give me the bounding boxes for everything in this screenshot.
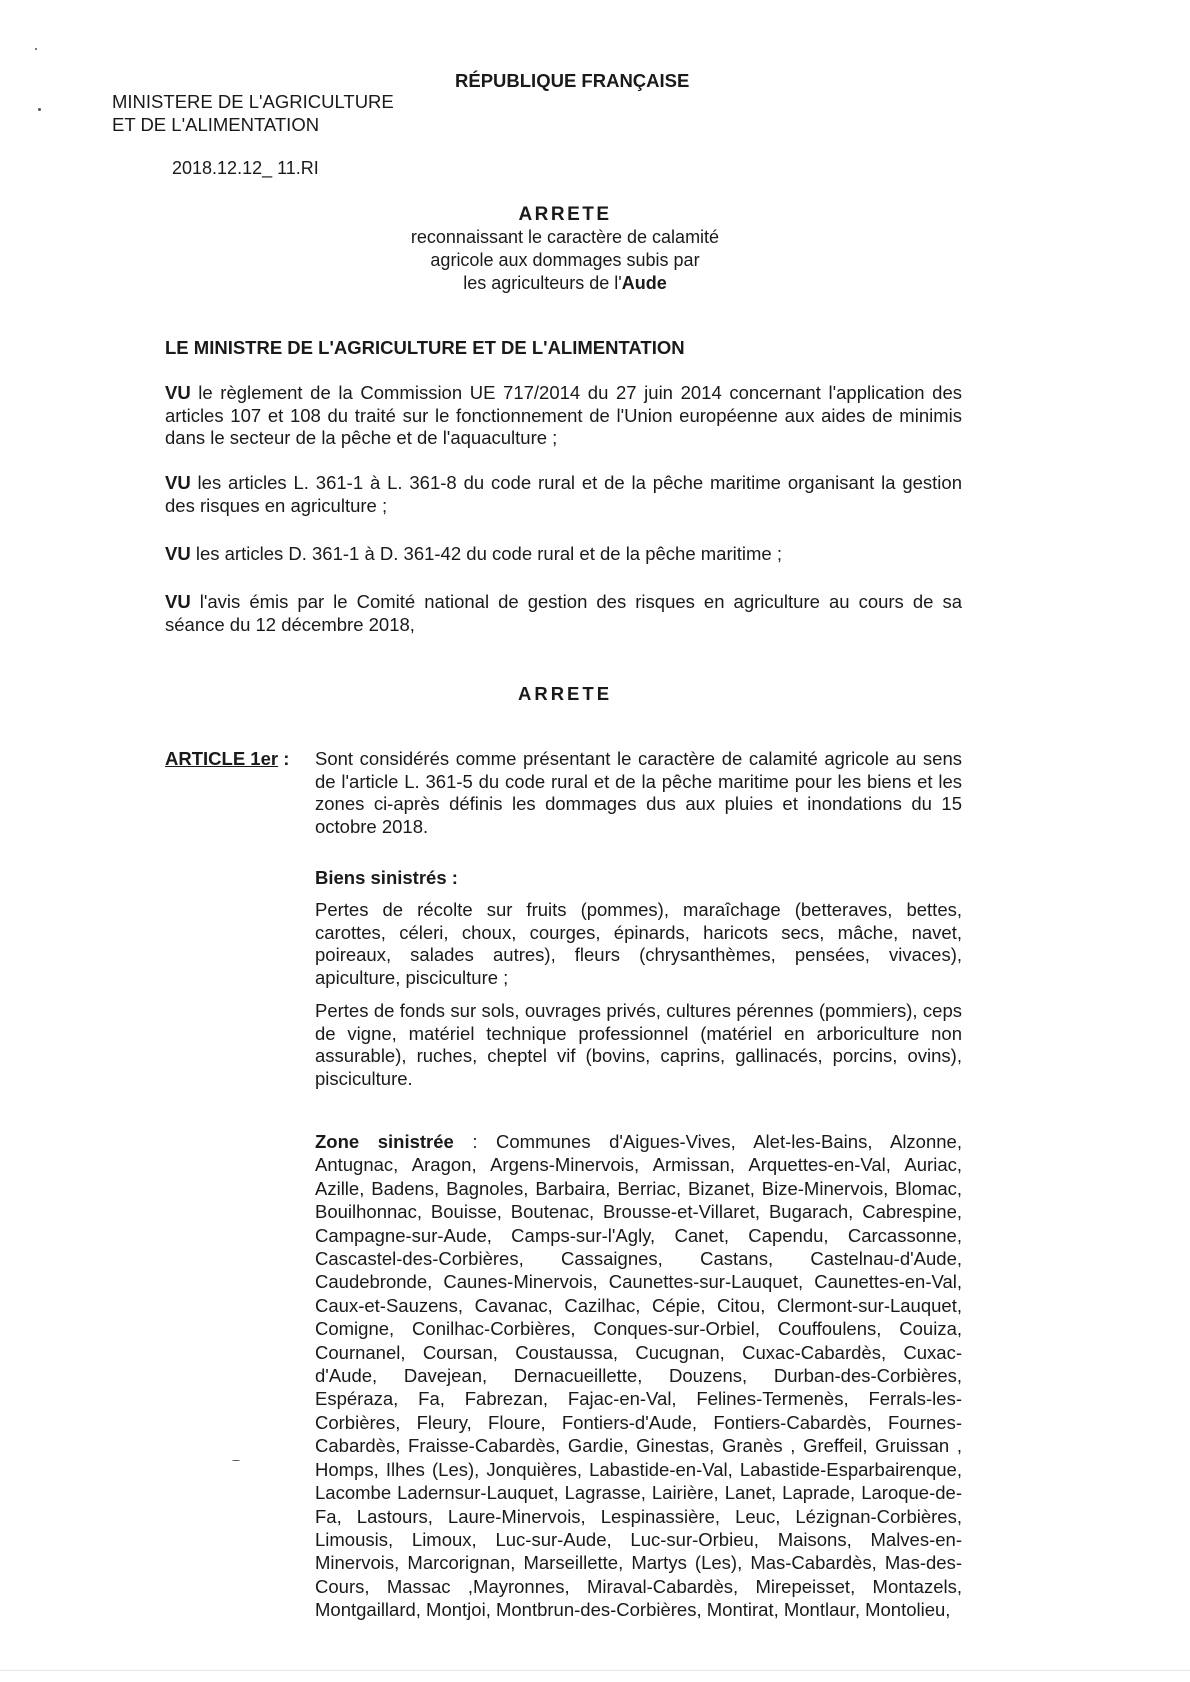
zone-communes-list: : Communes d'Aigues-Vives, Alet-les-Bains, Alzonne, Antugnac, Aragon, Argens-Minervois, Armissan, Arquettes-en-Val, Auriac, Azille, Badens, Bagnoles, Barbaira, Berriac, Bizanet, Bize-Minervois, Blomac, Bouilhonnac, Bouisse, Boutenac, Brousse-et-Villaret, Bugarach, Cabrespine, Campagne-sur-Aude, Camps-sur-l'Agly, Canet, Capendu, Carcassonne, Cascastel-des-Corbières, Cassaignes, Castans, Castelnau-d'Aude, Caudebronde, Caunes-Minervois, Caunettes-sur-Lauquet, Caunettes-en-Val, Caux-et-Sauzens, Cavanac, Cazilhac, Cépie, Citou, Clermont-sur-Lauquet, Comigne, Conilhac-Corbières, Conques-sur-Orbiel, Couffoulens, Couiza, Cournanel, Coursan, Coustaussa, Cucugnan, Cuxac-Cabardès, Cuxac-d'Aude, Davejean, Dernacueillette, Douzens, Durban-des-Corbières, Espéraza, Fa, Fabrezan, Fajac-en-Val, Felines-Termenès, Ferrals-les-Corbières, Fleury, Floure, Fontiers-d'Aude, Fontiers-Cabardès, Fournes-Cabardès, Fraisse-Cabardès, Gardie, Ginestas, Granès , Greffeil, Gruissan , Homps, Ilhes (Les), Jonquières, Labastide-en-Val, Labastide-Esparbairenque, Lacombe Ladernsur-Lauquet, Lagrasse, Lairière, Lanet, Laprade, Laroque-de-Fa, Lastours, Laure-Minervois, Lespinassière, Leuc, Lézignan-Corbières, Limousis, Limoux, Luc-sur-Aude, Luc-sur-Orbieu, Maisons, Malves-en-Minervois, Marcorignan, Marseillette, Martys (Les), Mas-Cabardès, Mas-des-Cours, Massac ,Mayronnes, Miraval-Cabardès, Mirepeisset, Montazels, Montgaillard, Montjoi, Montbrun-des-Corbières, Montirat, Montlaur, Montolieu, bbox=[315, 1131, 962, 1621]
minister-heading: LE MINISTRE DE L'AGRICULTURE ET DE L'ALIMENTATION bbox=[165, 337, 685, 358]
zone-sinistree bbox=[315, 1130, 962, 1622]
biens-paragraph-fonds: Pertes de fonds sur sols, ouvrages privés, cultures pérennes (pommiers), ceps de vigne, matériel technique professionnel (matériel en arboriculture non assurable), ruches, cheptel vif (bovins, caprins, gallinacés, porcins, ovins), pisciculture. bbox=[315, 1000, 962, 1089]
article-1-number: ARTICLE 1er bbox=[165, 748, 279, 769]
scan-speck bbox=[232, 1460, 240, 1461]
scan-speck bbox=[35, 48, 37, 50]
title-line-3 bbox=[380, 272, 750, 295]
biens-paragraph-recolte: Pertes de récolte sur fruits (pommes), maraîchage (betteraves, bettes, carottes, céleri, choux, courges, épinards, haricots secs, mâche, navet, poireaux, salades autres), fleurs (chrysanthèmes, pensées, vivaces), apiculture, pisciculture ; bbox=[315, 899, 962, 988]
republic-header: RÉPUBLIQUE FRANÇAISE bbox=[455, 70, 690, 91]
title-line-1: reconnaissant le caractère de calamité bbox=[410, 227, 720, 247]
vu-paragraph bbox=[165, 591, 962, 636]
vu-lead: VU bbox=[165, 543, 191, 564]
vu-lead: VU bbox=[165, 591, 191, 612]
article-1-colon: : bbox=[278, 748, 290, 769]
zone-heading: Zone sinistrée bbox=[315, 1131, 454, 1152]
vu-lead: VU bbox=[165, 472, 191, 493]
title-block bbox=[380, 203, 750, 295]
vu-text: l'avis émis par le Comité national de gestion des risques en agriculture au cours de sa séance du 12 décembre 2018, bbox=[165, 591, 962, 635]
ministry-header bbox=[112, 90, 394, 136]
vu-paragraph bbox=[165, 382, 962, 450]
vu-lead: VU bbox=[165, 382, 191, 403]
document-reference: 2018.12.12_ 11.RI bbox=[172, 158, 319, 178]
vu-text: les articles D. 361-1 à D. 361-42 du code rural et de la pêche maritime ; bbox=[190, 543, 782, 564]
biens-sinistres-heading: Biens sinistrés : bbox=[315, 867, 458, 888]
scan-speck bbox=[38, 108, 41, 111]
arrete-heading: ARRETE bbox=[517, 683, 613, 704]
page-bottom-edge bbox=[0, 1670, 1190, 1671]
ministry-line-1: MINISTERE DE L'AGRICULTURE bbox=[112, 91, 394, 112]
title-line-2: agricole aux dommages subis par bbox=[430, 250, 700, 270]
vu-text: les articles L. 361-1 à L. 361-8 du code rural et de la pêche maritime organisant la gestion des risques en agriculture ; bbox=[165, 472, 962, 516]
vu-text: le règlement de la Commission UE 717/2014 du 27 juin 2014 concernant l'application des articles 107 et 108 du traité sur le fonctionnement de l'Union européenne aux aides de minimis dans le secteur de la pêche et de l'aquaculture ; bbox=[165, 382, 962, 448]
department-name: Aude bbox=[621, 273, 667, 293]
vu-paragraph bbox=[165, 543, 962, 566]
article-1-label bbox=[165, 748, 289, 770]
vu-paragraph bbox=[165, 472, 962, 517]
title-heading: ARRETE bbox=[518, 204, 612, 225]
ministry-line-2: ET DE L'ALIMENTATION bbox=[112, 114, 320, 135]
article-1-text: Sont considérés comme présentant le caractère de calamité agricole au sens de l'article L. 361-5 du code rural et de la pêche maritime pour les biens et les zones ci-après définis les dommages dus aux pluies et inondations du 15 octobre 2018. bbox=[315, 748, 962, 837]
title-line-3-prefix: les agriculteurs de l' bbox=[463, 273, 622, 293]
